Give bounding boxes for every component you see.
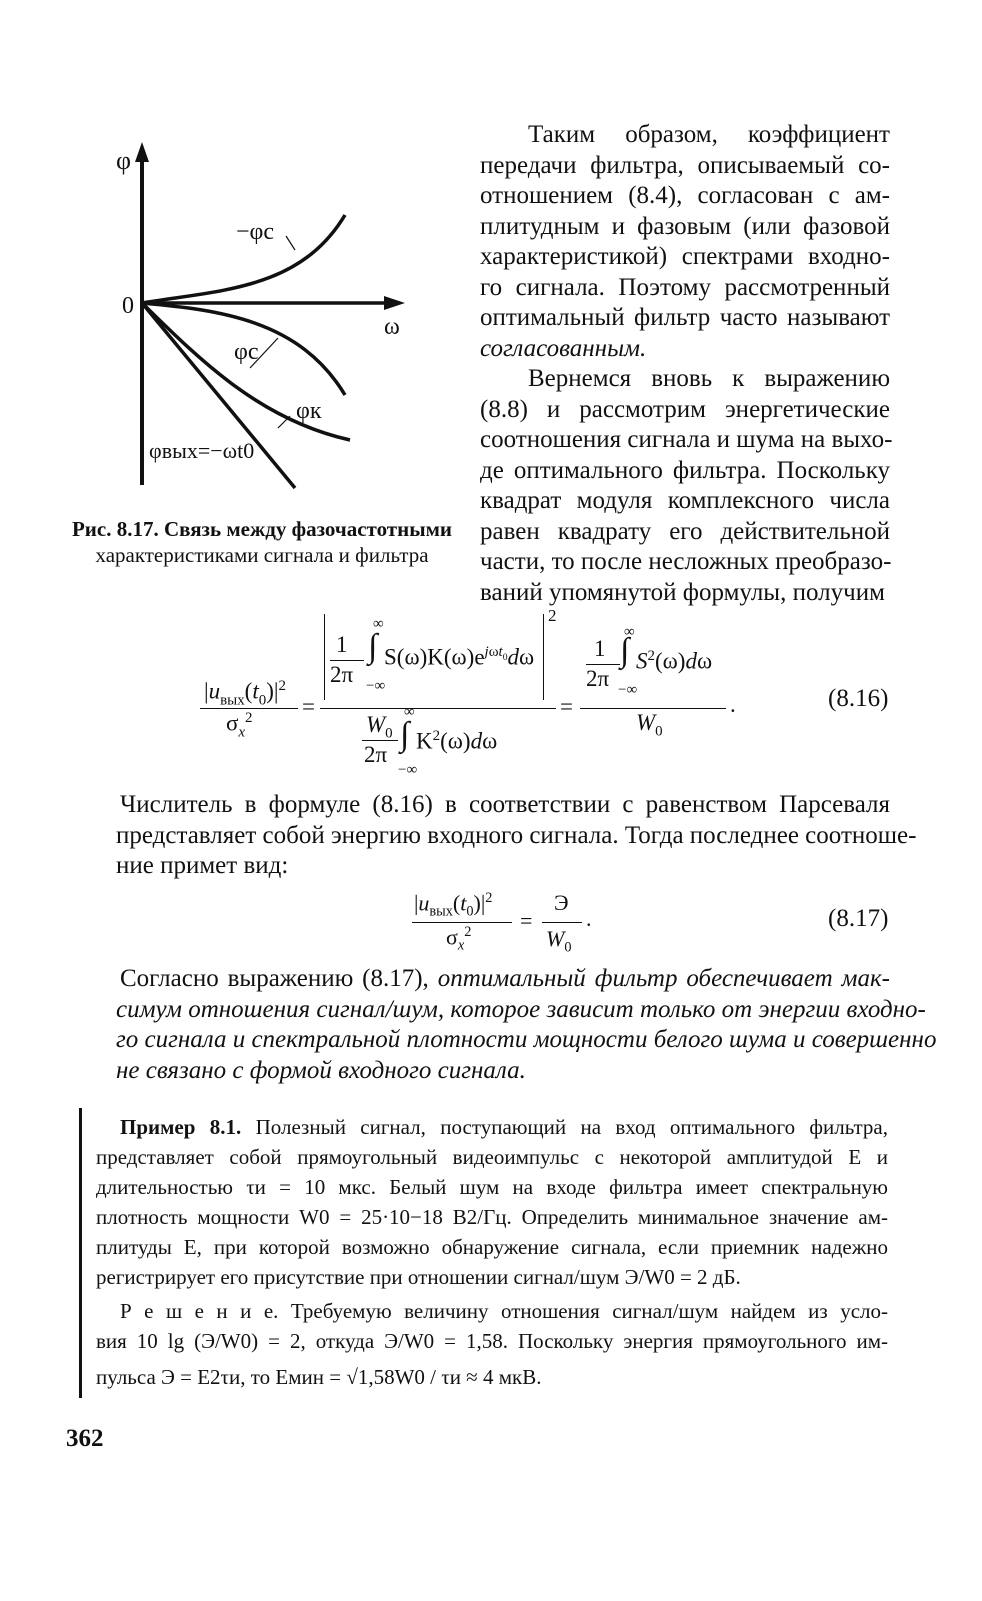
eq16-mid-2pi-b: 2π	[364, 742, 388, 767]
eq17-lhs-num: $|u_{вых}(t_0)|^2$	[414, 890, 493, 920]
eq17-lhs-den: $\sigma_x^2$	[446, 924, 472, 954]
conclusion-line	[116, 964, 890, 995]
eq-number-8-17: (8.17)	[828, 905, 889, 932]
example-line	[96, 1112, 888, 1142]
example-line: регистрирует его присутствие при отношении сигнал/шум Э/W0 = 2 дБ.	[96, 1265, 741, 1289]
example-line: плотность мощности W0 = 25·10−18 В2/Гц. Определить минимальное значение ам-	[96, 1205, 888, 1229]
eq17-rhs-bar	[542, 922, 582, 923]
eq16-rhs-onebar	[586, 664, 620, 665]
eq16-rhs-inf-top: ∞	[624, 624, 635, 640]
conclusion-line: не связано с формой входного сигнала.	[116, 1056, 526, 1084]
intro-line: отношением (8.4), согласован с ам-	[480, 182, 890, 209]
second-line: де оптимального фильтра. Поскольку	[480, 456, 890, 484]
figure-caption	[62, 516, 462, 568]
second-line: равен квадрату его действительной	[480, 517, 890, 545]
conclusion-line: симум отношения сигнал/шум, которое зависит только от энергии входно-	[116, 995, 926, 1023]
origin-label: 0	[122, 293, 134, 319]
label-phi-out: φвых=−ωt0	[149, 438, 255, 463]
eq16-mid-w0: $W_0$	[366, 712, 393, 742]
intro-line: оптимальный фильтр часто называют	[480, 304, 890, 331]
eq16-mid-integrand: $S(\omega)K(\omega)e^{j\omega t_0}d\omega$	[384, 644, 535, 670]
eq17-rhs-den: $W_0$	[546, 926, 572, 956]
eq16-mid-inf-bot: −∞	[366, 678, 386, 694]
x-axis-label: ω	[384, 314, 400, 340]
eq16-period: .	[730, 692, 736, 717]
eq16-equals-2: =	[560, 694, 573, 719]
conclusion-lead: Согласно выражению (8.17),	[120, 965, 438, 992]
conclusion-italic-1: оптимальный фильтр обеспечивает мак-	[437, 965, 890, 992]
eq16-rhs-integral: ∫	[620, 632, 630, 669]
solution-line: пульса Э = E2τи, то Eмин = √1,58W0 / τи ≈ 4 мкВ.	[96, 1365, 542, 1389]
second-paragraph	[480, 364, 893, 608]
eq16-mid-exp: 2	[548, 606, 557, 625]
eq16-rhs-den: $W_0$	[636, 710, 663, 740]
parseval-line: ние примет вид:	[116, 852, 289, 879]
example-title: Пример 8.1.	[120, 1115, 242, 1139]
eq16-rhs-integrand: $S^2(\omega)d\omega$	[636, 648, 713, 674]
eq17-rhs-num: Э	[554, 890, 569, 915]
eq16-mid-onebar	[330, 660, 364, 661]
intro-line: Таким образом, коэффициент	[528, 121, 890, 148]
eq16-rhs-inf-bot: −∞	[618, 682, 638, 698]
second-line: части, то после несложных преобразо-	[480, 548, 892, 575]
eq16-mid-2pi: 2π	[330, 662, 354, 687]
second-line: Вернемся вновь к выражению	[528, 365, 890, 392]
eq16-mid-abs-left	[324, 614, 325, 700]
eq16-mid-inf-top: ∞	[373, 616, 384, 632]
intro-line: передачи фильтра, описываемый со-	[480, 151, 890, 179]
parseval-line: представляет собой энергию входного сигнала. Тогда последнее соотноше-	[116, 821, 917, 849]
conclusion-line: го сигнала и спектральной плотности мощности белого шума и совершенно	[116, 1026, 937, 1053]
eq16-mid-w0bar	[362, 740, 398, 741]
solution-line	[96, 1296, 888, 1326]
intro-line: го сигнала. Поэтому рассмотренный	[480, 273, 890, 301]
eq16-rhs-2pi: 2π	[586, 666, 610, 691]
eq16-lhs-num: $|u_{вых}(t_0)|^2$	[204, 678, 286, 709]
second-line: ваний упомянутой формулы, получим	[480, 578, 885, 606]
solution-line: вия 10 lg (Э/W0) = 2, откуда Э/W0 = 1,58. Поскольку энергия прямоугольного им-	[96, 1329, 888, 1353]
eq16-rhs-bar	[580, 708, 726, 709]
caption-line-2: характеристиками сигнала и фильтра	[95, 543, 429, 567]
eq-number-8-16: (8.16)	[828, 685, 889, 712]
second-line: (8.8) и рассмотрим энергетические	[480, 395, 890, 423]
eq16-mid-one: 1	[336, 632, 348, 657]
label-phi-c: φc	[234, 339, 259, 365]
equation-8-17	[410, 880, 610, 960]
parseval-line: Числитель в формуле (8.16) в соответствии с равенством Парсеваля	[120, 791, 890, 818]
equation-8-16	[196, 608, 756, 783]
y-axis-arrow	[135, 142, 149, 162]
x-axis-arrow	[384, 296, 405, 310]
second-line: квадрат модуля комплексного числа	[480, 487, 890, 514]
label-phi-k: φк	[296, 398, 322, 424]
eq16-rhs-one: 1	[594, 636, 606, 661]
eq16-mid-integral: ∫	[368, 628, 378, 665]
leader-minus-phi-c	[286, 236, 295, 250]
eq17-lhs-bar	[412, 922, 512, 923]
eq17-equals: =	[520, 908, 533, 933]
eq16-lhs-bar	[200, 708, 298, 709]
example-line: представляет собой прямоугольный видеоимпульс с некоторой амплитудой E и	[96, 1145, 888, 1169]
example-line: плитуды E, при которой возможно обнаружение сигнала, если приемник надежно	[96, 1235, 888, 1259]
eq16-mid-inf-bot2: −∞	[398, 762, 418, 778]
solution-title: Р е ш е н и е.	[120, 1299, 279, 1323]
conclusion-paragraph	[116, 964, 937, 1086]
example-block	[96, 1112, 888, 1292]
y-axis-label: φ	[116, 146, 132, 175]
intro-line: характеристикой) спектрами входно-	[480, 243, 890, 270]
caption-line-1: Рис. 8.17. Связь между фазочастотными	[71, 517, 453, 541]
intro-line: плитудным и фазовым (или фазовой	[480, 212, 890, 240]
label-minus-phi-c: −φc	[236, 219, 275, 245]
eq17-period: .	[586, 906, 592, 931]
intro-line: согласованным.	[480, 334, 647, 362]
eq16-mid-abs-right	[543, 614, 544, 700]
eq16-equals-1: =	[302, 694, 315, 719]
example-left-rule	[79, 1108, 82, 1398]
eq16-mid-bar	[320, 708, 556, 709]
example-line: длительностью τи = 10 мкс. Белый шум на входе фильтра имеет спектральную	[96, 1175, 888, 1199]
example-text-1: Полезный сигнал, поступающий на вход оптимального фильтра,	[241, 1115, 889, 1139]
second-line: соотношения сигнала и шума на выхо-	[480, 426, 893, 453]
eq16-mid-integral-b: ∫	[400, 716, 410, 753]
parseval-paragraph	[116, 790, 917, 882]
eq16-mid-integrand-b: $K^2(\omega)d\omega$	[416, 728, 498, 754]
solution-block	[96, 1296, 888, 1392]
intro-paragraph	[480, 120, 890, 364]
solution-text-1: Требуемую величину отношения сигнал/шум найдем из усло-	[278, 1299, 888, 1323]
eq16-lhs-den: $\sigma_x^2$	[226, 710, 253, 741]
page-number: 362	[66, 1425, 104, 1452]
eq16-mid-inf-top2: ∞	[404, 704, 415, 720]
